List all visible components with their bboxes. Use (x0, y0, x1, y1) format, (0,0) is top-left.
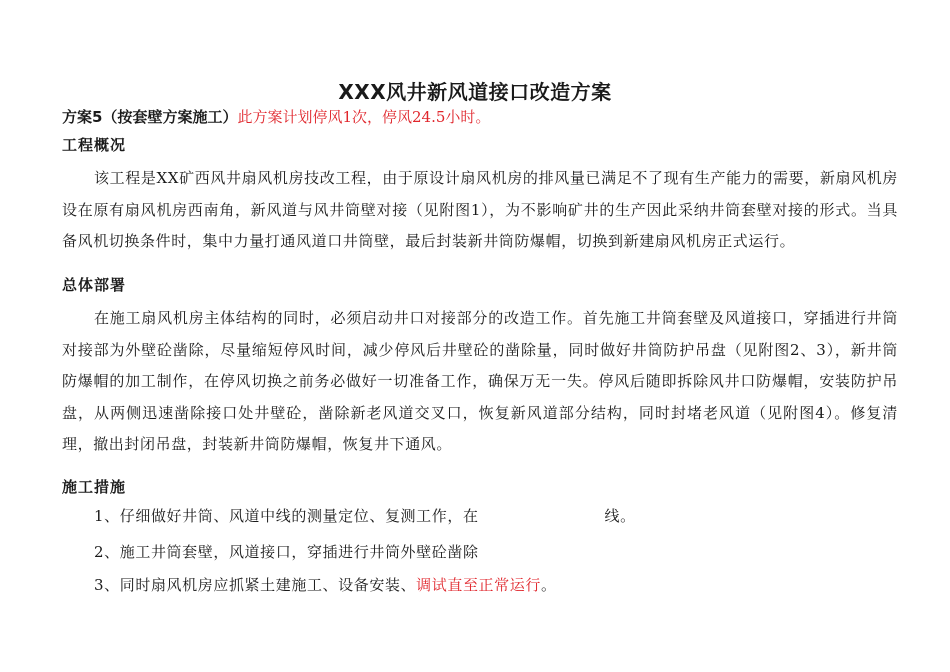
overview-paragraph: 该工程是XX矿西风井扇风机房技改工程，由于原设计扇风机房的排风量已满足不了现有生产能力的需要，新扇风机房设在原有扇风机房西南角，新风道与风井筒壁对接（见附图1），为不影响矿井的生产因此采纳井筒套壁对接的形式。当具备风机切换条件时，集中力量打通风道口井筒壁，最后封装新井筒防爆帽，切换到新建扇风机房正式运行。 (62, 169, 898, 250)
plan-note: 此方案计划停风1次，停风24.5小时。 (237, 108, 491, 126)
measure-item-3 (94, 574, 557, 595)
section-heading-deployment: 总体部署 (62, 276, 127, 294)
deployment-paragraph: 在施工扇风机房主体结构的同时，必须启动井口对接部分的改造工作。首先施工井筒套壁及风道接口，穿插进行井筒对接部为外壁砼凿除，尽量缩短停风时间，减少停风后井壁砼的凿除量，同时做好井筒防护吊盘（见附图2、3），新井筒防爆帽的加工制作，在停风切换之前务必做好一切准备工作，确保万无一失。停风后随即拆除风井口防爆帽，安装防护吊盘，从两侧迅速凿除接口处井壁砼，凿除新老风道交叉口，恢复新风道部分结构，同时封堵老风道（见附图4）。修复清理，撤出封闭吊盘，封装新井筒防爆帽，恢复井下通风。 (62, 309, 898, 453)
document-title: XXX风井新风道接口改造方案 (338, 80, 612, 104)
section-heading-overview: 工程概况 (62, 136, 127, 154)
measure-item-1-prefix: 1、仔细做好井筒、风道中线的测量定位、复测工作，在 (94, 507, 479, 525)
measure-item-3-highlight: 调试直至正常运行 (416, 576, 541, 594)
measure-item-3-suffix: 。 (540, 576, 557, 594)
measure-item-1 (94, 505, 636, 526)
measure-item-2: 2、施工井筒套壁，风道接口，穿插进行井筒外壁砼凿除 (94, 543, 479, 561)
measure-item-3-prefix: 3、同时扇风机房应抓紧土建施工、设备安装、 (94, 576, 417, 594)
section-heading-measures: 施工措施 (62, 478, 127, 496)
plan-label: 方案5（按套壁方案施工） (62, 108, 238, 126)
plan-line (62, 106, 490, 127)
measure-item-1-suffix: 线。 (604, 507, 636, 525)
